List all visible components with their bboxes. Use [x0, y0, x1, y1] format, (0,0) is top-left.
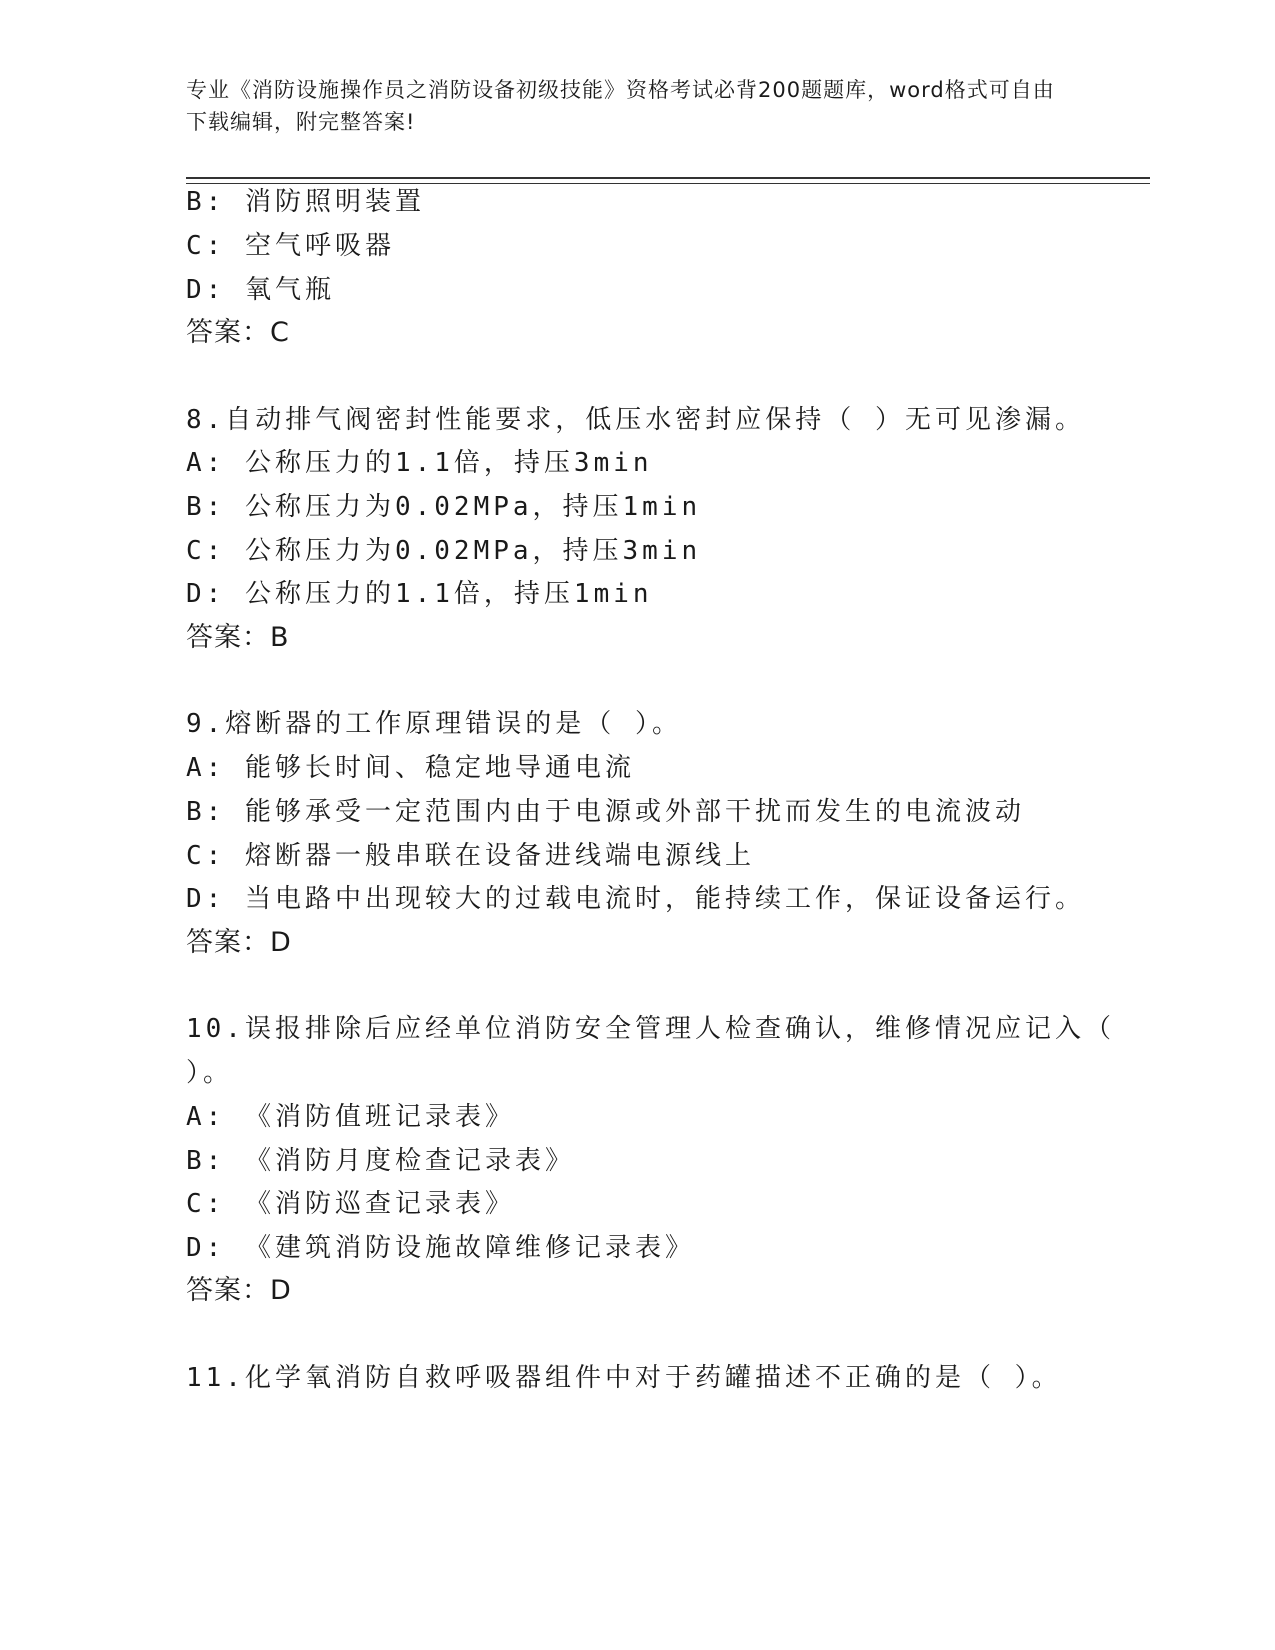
q10-stem: 10.误报排除后应经单位消防安全管理人检查确认，维修情况应记入（ [186, 1014, 1115, 1044]
q10-option-b: B: 《消防月度检查记录表》 [186, 1146, 575, 1176]
q9-stem: 9.熔断器的工作原理错误的是（ ）。 [186, 709, 682, 739]
prev-answer: 答案：C [186, 317, 290, 348]
q10-stem-continued: ）。 [186, 1058, 234, 1088]
header-rule [186, 177, 1150, 179]
q8-stem: 8.自动排气阀密封性能要求，低压水密封应保持（ ）无可见渗漏。 [186, 405, 1085, 435]
q8-answer: 答案：B [186, 622, 290, 653]
q8-option-a: A: 公称压力的1.1倍，持压3min [186, 448, 653, 478]
q10-option-a: A: 《消防值班记录表》 [186, 1102, 515, 1132]
prev-option-c: C: 空气呼吸器 [186, 231, 395, 261]
prev-option-b: B: 消防照明装置 [186, 187, 425, 217]
q10-option-c: C: 《消防巡查记录表》 [186, 1189, 515, 1219]
q10-answer: 答案：D [186, 1275, 292, 1306]
q9-option-c: C: 熔断器一般串联在设备进线端电源线上 [186, 841, 755, 871]
q9-answer: 答案：D [186, 927, 292, 958]
q9-option-d: D: 当电路中出现较大的过载电流时，能持续工作，保证设备运行。 [186, 884, 1085, 914]
header-rule-thin [186, 183, 1150, 184]
page-header: 专业《消防设施操作员之消防设备初级技能》资格考试必背200题题库，word格式可自由下载编辑，附完整答案! [186, 78, 1055, 134]
q11-stem: 11.化学氧消防自救呼吸器组件中对于药罐描述不正确的是（ ）。 [186, 1363, 1062, 1393]
q10-option-d: D: 《建筑消防设施故障维修记录表》 [186, 1233, 695, 1263]
prev-option-d: D: 氧气瓶 [186, 275, 335, 305]
q8-option-c: C: 公称压力为0.02MPa，持压3min [186, 536, 702, 566]
q9-option-a: A: 能够长时间、稳定地导通电流 [186, 753, 635, 783]
q8-option-b: B: 公称压力为0.02MPa，持压1min [186, 492, 702, 522]
q9-option-b: B: 能够承受一定范围内由于电源或外部干扰而发生的电流波动 [186, 797, 1025, 827]
q8-option-d: D: 公称压力的1.1倍，持压1min [186, 579, 653, 609]
